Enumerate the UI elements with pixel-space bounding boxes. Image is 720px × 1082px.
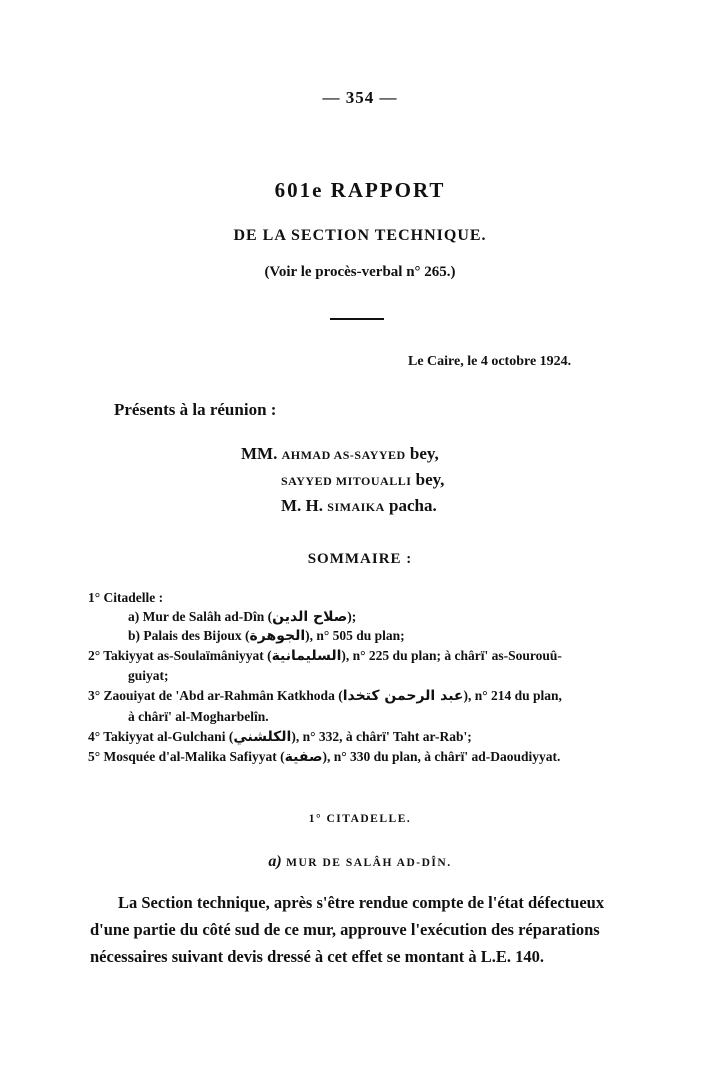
member-name: AHMAD AS-SAYYED xyxy=(281,448,406,462)
summary-text: ), n° 505 du plan; xyxy=(305,628,405,643)
report-subtitle: DE LA SECTION TECHNIQUE. xyxy=(233,227,487,244)
summary-text: b) Palais des Bijoux ( xyxy=(128,628,250,643)
summary-text: ), n° 330 du plan, à chârï' ad-Daoudiyyat. xyxy=(322,749,561,764)
summary-text: ); xyxy=(347,609,357,624)
summary-text: ), n° 225 du plan; à chârï' as-Sourouû- xyxy=(341,648,562,663)
summary-text: 3° Zaouiyat de 'Abd ar-Rahmân Katkhoda ( xyxy=(88,688,343,703)
summary-line xyxy=(128,709,269,725)
attendance-member-3 xyxy=(281,496,437,516)
summary-line xyxy=(88,590,163,606)
section-heading: 1° CITADELLE. xyxy=(308,813,412,825)
summary-text: 1° Citadelle : xyxy=(88,590,164,605)
summary-text: à chârï' al-Mogharbelîn. xyxy=(128,709,269,724)
member-title: pacha. xyxy=(384,496,437,515)
member-name: SAYYED MITOUALLI xyxy=(281,474,412,488)
summary-line xyxy=(88,688,562,704)
member-title: bey, xyxy=(405,444,439,463)
arabic-name: عبد الرحمن كتخدا xyxy=(342,688,464,704)
report-title: 601e RAPPORT xyxy=(274,178,446,202)
arabic-name: صفية xyxy=(284,749,323,765)
summary-text: ), n° 332, à chârï' Taht ar-Rab'; xyxy=(291,729,472,744)
summary-text: 2° Takiyyat as-Soulaïmâniyyat ( xyxy=(88,648,272,663)
attendance-member-2 xyxy=(281,470,444,490)
summary-text: guiyat; xyxy=(128,668,169,683)
subsection-letter: a) xyxy=(268,853,282,870)
report-date: Le Caire, le 4 octobre 1924. xyxy=(408,354,572,369)
summary-line xyxy=(88,729,472,745)
attendance-member-1 xyxy=(241,444,439,464)
page-number: — 354 — xyxy=(322,88,398,107)
summary-text: ), n° 214 du plan, xyxy=(463,688,562,703)
arabic-name: صلاح الدين xyxy=(272,609,348,625)
summary-line xyxy=(88,648,562,664)
body-line-3: nécessaires suivant devis dressé à cet effet se montant à L.E. 140. xyxy=(90,947,545,966)
body-line-1: La Section technique, après s'être rendue compte de l'état défectueux xyxy=(118,893,605,912)
member-initials: M. H. xyxy=(281,496,328,515)
attendance-label: Présents à la réunion : xyxy=(114,400,277,419)
summary-line xyxy=(88,749,560,765)
member-name: SIMAIKA xyxy=(327,500,385,514)
arabic-name: السليمانية xyxy=(271,648,342,664)
member-title: bey, xyxy=(411,470,445,489)
attendance-prefix: MM. xyxy=(241,444,278,463)
summary-line xyxy=(128,609,356,625)
body-line-2: d'une partie du côté sud de ce mur, approuve l'exécution des réparations xyxy=(90,920,600,939)
summary-text: a) Mur de Salâh ad-Dîn ( xyxy=(128,609,273,624)
summary-line xyxy=(128,628,405,644)
summary-text: 5° Mosquée d'al-Malika Safiyyat ( xyxy=(88,749,285,764)
summary-line xyxy=(128,668,169,684)
arabic-name: الكلشني xyxy=(233,729,292,745)
arabic-name: الجوهرة xyxy=(249,628,306,644)
subsection-title: MUR DE SALÂH AD-DÎN. xyxy=(286,857,452,869)
separator-rule xyxy=(330,318,384,320)
summary-text: 4° Takiyyat al-Gulchani ( xyxy=(88,729,234,744)
subsection-heading xyxy=(0,853,720,871)
summary-title: SOMMAIRE : xyxy=(307,551,413,567)
proces-verbal-reference: (Voir le procès-verbal n° 265.) xyxy=(264,264,456,280)
